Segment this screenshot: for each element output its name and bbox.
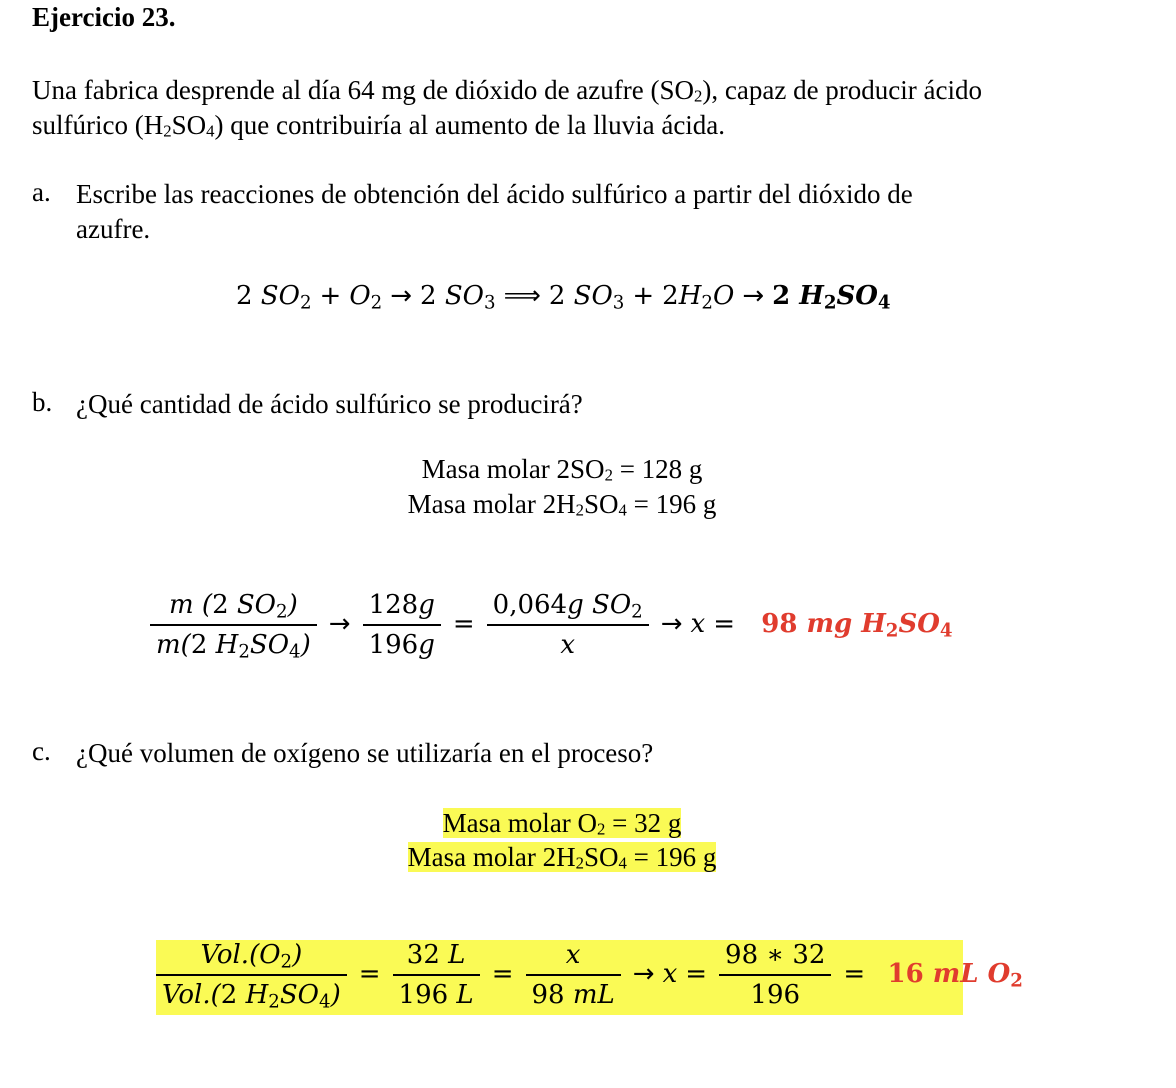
part-a-line-1: Escribe las reacciones de obtención del ácido sulfúrico a partir del dióxido de xyxy=(76,179,913,209)
part-b-molar-mass-1: Masa molar 2SO2 = 128 g xyxy=(421,454,703,485)
fraction-unknown: $\frac{0,064g SO_2}{x}$ xyxy=(487,590,649,660)
fraction-product: $\frac{98 ∗ 32}{196}$ xyxy=(719,940,831,1010)
part-b-letter: b. xyxy=(32,387,53,417)
part-c-molar-mass-2: Masa molar 2H2SO4 = 196 g xyxy=(407,842,717,873)
part-b-calculation: $\frac{m (2 SO_2)}{m(2 H_2SO_4)}$ → $\frac{128g}{196g}$ = $\frac{0,064g SO_2}{x}$ → x = 98 mg $H_2SO_4$ xyxy=(146,590,953,660)
part-c-question: ¿Qué volumen de oxígeno se utilizaría en el proceso? xyxy=(76,738,654,768)
fraction-liters: $\frac{32 L}{196 L}$ xyxy=(393,940,480,1010)
reaction-equation: 2 $SO_2 + O_2 \to 2$ $SO_3$ ⟹ 2 $SO_3 + 2H_2O \to 2$ $H_2SO_4$ xyxy=(236,281,891,314)
fraction-molar-ratio: $\frac{128g}{196g}$ xyxy=(363,590,441,660)
intro-line-2: sulfúrico (H2SO4) que contribuiría al aumento de la lluvia ácida. xyxy=(32,110,726,141)
part-c-result: 16 mL $O_2$ xyxy=(887,959,1023,992)
fraction-volume-ratio: $\frac{Vol.(O_2)}{Vol.(2 H_2SO_4)}$ xyxy=(156,940,347,1010)
intro-line-1: Una fabrica desprende al día 64 mg de dióxido de azufre (SO2), capaz de producir ácido xyxy=(32,75,982,106)
fraction-unknown-volume: $\frac{x}{98 mL}$ xyxy=(526,940,621,1010)
part-a-line-2: azufre. xyxy=(76,214,151,244)
part-b-question: ¿Qué cantidad de ácido sulfúrico se producirá? xyxy=(76,389,583,419)
part-b-result: 98 mg $H_2SO_4$ xyxy=(761,609,953,642)
exercise-title: Ejercicio 23. xyxy=(32,2,176,32)
part-c-letter: c. xyxy=(32,736,51,766)
fraction-mass-ratio: $\frac{m (2 SO_2)}{m(2 H_2SO_4)}$ xyxy=(150,590,317,660)
part-c-calculation: $\frac{Vol.(O_2)}{Vol.(2 H_2SO_4)}$ = $\frac{32 L}{196 L}$ = $\frac{x}{98 mL}$ → x = $\frac{98 ∗ 32}{196}$ = 16 mL $O_2$ xyxy=(156,940,963,1015)
part-c-molar-mass-1: Masa molar O2 = 32 g xyxy=(442,808,682,839)
part-a-letter: a. xyxy=(32,177,51,207)
part-b-molar-mass-2: Masa molar 2H2SO4 = 196 g xyxy=(407,489,717,520)
